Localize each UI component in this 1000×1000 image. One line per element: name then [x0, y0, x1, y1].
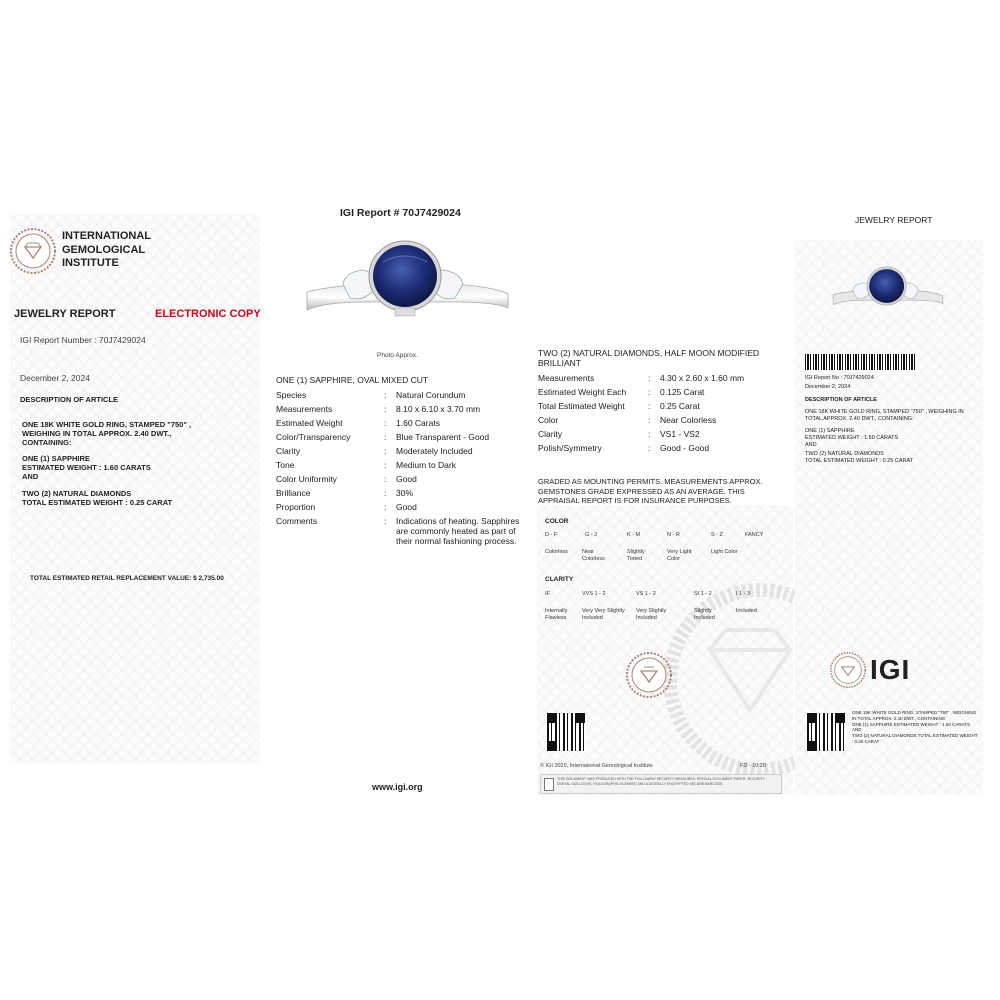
diamonds-heading: TWO (2) NATURAL DIAMONDS, HALF MOON MODIFIED BRILLIANT: [538, 348, 760, 368]
table-row: Proportion : Good: [276, 502, 417, 512]
security-strip: [540, 774, 782, 794]
description-text: ONE 18K WHITE GOLD RING, STAMPED "750" , WEIGHING IN TOTAL APPROX. 2.40 DWT., CONTAINING:: [22, 420, 192, 447]
table-row: Tone : Medium to Dark: [276, 460, 456, 470]
ring-photo-small: [832, 262, 944, 322]
report-heading: IGI Report # 70J7429024: [340, 207, 461, 219]
description-heading: DESCRIPTION OF ARTICLE: [20, 395, 119, 404]
report-number: IGI Report Number : 70J7429024: [20, 335, 146, 345]
table-row: Color/Transparency : Blue Transparent - Good: [276, 432, 490, 442]
form-code: FD - 10 20: [740, 763, 766, 769]
clarity-desc: Slightly Included: [694, 608, 715, 621]
color-scale: [545, 532, 785, 566]
right-date: December 2, 2024: [805, 384, 851, 390]
igi-seal-center: [626, 652, 672, 698]
right-footer-text: ONE 18K WHITE GOLD RING, STAMPED "750" , WEIGHING IN TOTAL APPROX. 2.40 DWT., CONTAINING ONE (1) SAPPHIRE ESTIMATED WEIGHT : 1.60 CARATS AND TWO (2) NATURAL DIAMONDS TOTAL ESTIMATED WEIGHT : 0.25 CARAT: [852, 710, 978, 744]
table-row: Polish/Symmetry : Good - Good: [538, 443, 710, 453]
clarity-desc: Very Slightly Included: [636, 608, 667, 621]
right-report-number: IGI Report No : 70J7429024: [805, 375, 874, 381]
report-date: December 2, 2024: [20, 373, 90, 383]
igi-seal-left: [10, 228, 56, 274]
clarity-grade: I 1 - 3: [736, 591, 751, 597]
right-description-heading: DESCRIPTION OF ARTICLE: [805, 397, 877, 403]
clarity-grade: IF: [545, 591, 550, 597]
table-row: Clarity : Moderately Included: [276, 446, 473, 456]
color-grade: D - F: [545, 532, 558, 538]
table-row: Brilliance : 30%: [276, 488, 414, 498]
color-grade: S - Z: [711, 532, 723, 538]
table-row: Color Uniformity : Good: [276, 474, 417, 484]
color-desc: Slightly Tinted: [627, 549, 645, 562]
clarity-desc: Very Very Slightly Included: [582, 608, 625, 621]
right-diamonds: TWO (2) NATURAL DIAMONDS TOTAL ESTIMATED WEIGHT : 0.25 CARAT: [805, 451, 914, 464]
clarity-desc: Internally Flawless: [545, 608, 568, 621]
org-name: INTERNATIONAL GEMOLOGICAL INSTITUTE: [62, 230, 152, 269]
table-row: Measurements : 4.30 x 2.60 x 1.60 mm: [538, 373, 745, 383]
right-sapphire: ONE (1) SAPPHIRE ESTIMATED WEIGHT : 1.60 CARATS AND: [805, 428, 899, 448]
clarity-scale-title: CLARITY: [545, 576, 574, 583]
ring-photo: [305, 232, 510, 342]
table-row: Comments : Indications of heating. Sapphires are commonly heated as part of their normal fashioning process.: [276, 516, 520, 546]
table-row: Estimated Weight Each : 0.125 Carat: [538, 387, 705, 397]
security-disclaimer: THIS DOCUMENT WAS PRODUCED WITH THE FOLLOWING SECURITY MEASURES: SPECIAL DOCUMENT PAPER, SECURITY DIGITAL GUILLOCHE, HOLOGRAPHIC ELEMENT AND A DIGITALLY ENCRYPTED SECURE BARCODE.: [557, 777, 765, 786]
clarity-desc: Included: [736, 608, 757, 614]
retail-value: TOTAL ESTIMATED RETAIL REPLACEMENT VALUE: $ 2,735.00: [30, 575, 224, 582]
qr-code-icon[interactable]: [546, 712, 586, 752]
table-row: Estimated Weight : 1.60 Carats: [276, 418, 440, 428]
color-desc: Very Light Color: [667, 549, 692, 562]
table-row: Species : Natural Corundum: [276, 390, 466, 400]
clarity-grade: VS 1 - 2: [636, 591, 656, 597]
color-grade: G - J: [585, 532, 597, 538]
color-scale-title: COLOR: [545, 518, 569, 525]
clarity-grade: SI 1 - 2: [694, 591, 712, 597]
table-row: Color : Near Colorless: [538, 415, 717, 425]
sapphire-summary: ONE (1) SAPPHIRE ESTIMATED WEIGHT : 1.60 CARATS AND: [22, 454, 151, 481]
diamond-summary: TWO (2) NATURAL DIAMONDS TOTAL ESTIMATED WEIGHT : 0.25 CARAT: [22, 489, 173, 507]
color-grade: K - M: [627, 532, 641, 538]
igi-logo: [830, 652, 920, 688]
barcode: [805, 354, 915, 370]
document-icon: [544, 778, 554, 791]
sapphire-heading: ONE (1) SAPPHIRE, OVAL MIXED CUT: [276, 375, 429, 385]
clarity-scale: [545, 591, 785, 625]
website-link[interactable]: www.igi.org: [372, 782, 423, 792]
table-row: Clarity : VS1 - VS2: [538, 429, 700, 439]
sapphire-table: [276, 390, 526, 570]
color-desc: Near Colorless: [582, 549, 605, 562]
color-desc: Light Color: [711, 549, 738, 555]
report-title: JEWELRY REPORT: [14, 308, 116, 320]
grading-note: GRADED AS MOUNTING PERMITS. MEASUREMENTS APPROX. GEMSTONES GRADE EXPRESSED AS AN AVERAGE. THIS APPRAISAL REPORT IS FOR INSURANCE PURPOSES.: [538, 477, 763, 505]
clarity-grade: VVS 1 - 2: [582, 591, 606, 597]
diamond-table: [538, 373, 798, 463]
color-grade: N - R: [667, 532, 680, 538]
color-grade: FANCY: [745, 532, 764, 538]
color-desc: Colorless: [545, 549, 568, 555]
table-row: Total Estimated Weight : 0.25 Carat: [538, 401, 700, 411]
electronic-copy-label: ELECTRONIC COPY: [155, 308, 261, 320]
table-row: Measurements : 8.10 x 6.10 x 3.70 mm: [276, 404, 481, 414]
photo-caption: Photo Approx.: [377, 352, 418, 359]
right-description: ONE 18K WHITE GOLD RING, STAMPED "750" , WEIGHING IN TOTAL APPROX. 2.40 DWT., CONTAINING:: [805, 409, 964, 422]
qr-code-small-icon[interactable]: [806, 712, 846, 752]
copyright: © IGI 2020, International Gemological Institute: [540, 763, 653, 769]
right-report-title: JEWELRY REPORT: [855, 215, 933, 225]
igi-logo-text: IGI: [870, 654, 911, 685]
